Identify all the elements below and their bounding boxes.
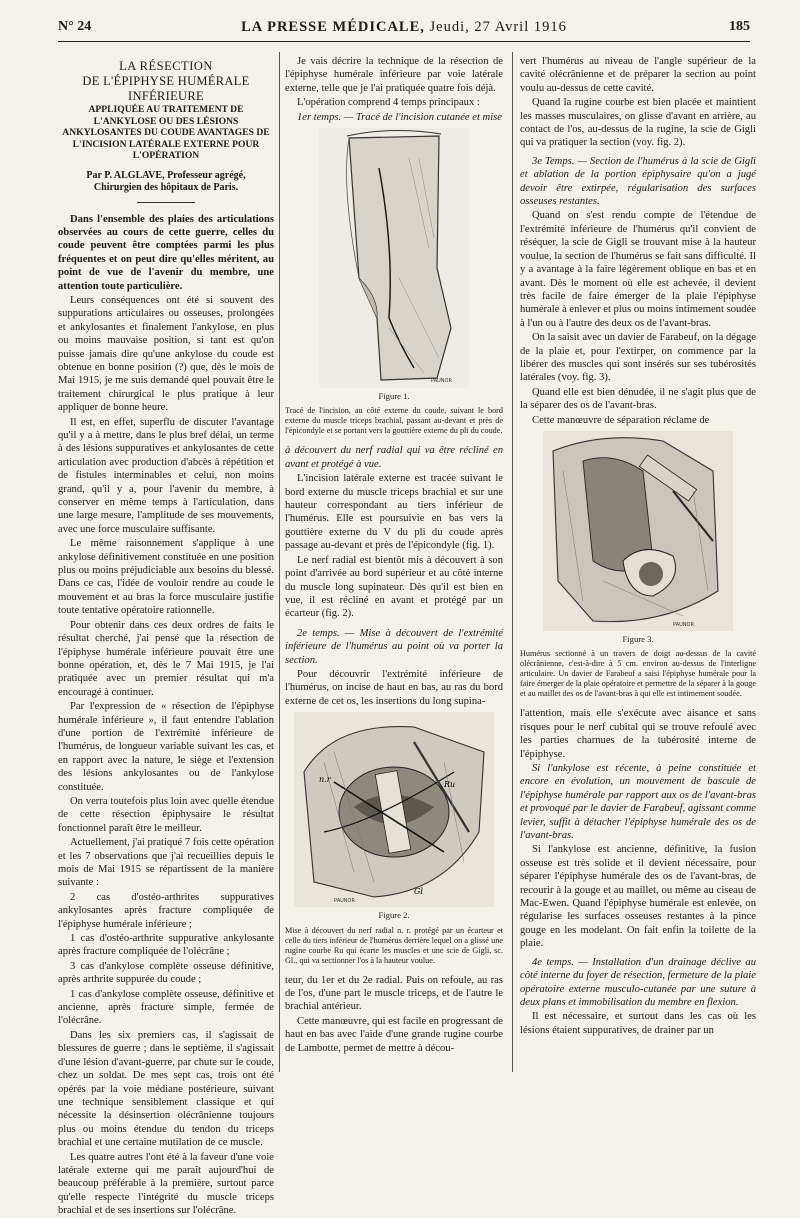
paragraph: Leurs conséquences ont été si souvent des suppurations articulaires ou osseuses, prolongées et ankylosantes et finalement l'ankylose, en plus ou moins mauvaise position, si tant est qu'on puisse jamais dire qu'une ankylose du coude est obtenue en bonne position (?) que, dès le mois de Mai 1915, je me suis demandé quel pouvait être le traitement chirurgical le plus pratique à leur appliquer de bonne heure.	[58, 294, 274, 414]
column-3	[520, 55, 756, 1075]
paragraph: Dans l'ensemble des plaies des articulations observées au cours de cette guerre, celles du coude peuvent être comptées parmi les plus fréquentes et on peut dire qu'elles méritent, au point de vue de l'avenir du membre, une attention toute particulière.	[58, 213, 274, 292]
title-line-1: LA RÉSECTION	[119, 59, 213, 73]
column-1-body	[58, 213, 274, 1218]
figure-1	[319, 128, 469, 388]
figure-2-caption: Mise à découvert du nerf radial n. r. protégé par un écarteur et celle du tiers inférieur de l'humérus derrière lequel on a glissé une rugine courbe Ru qui écarte les muscles et une scie de Gigli, sc. Gl., qui va sectionner l'os à la hauteur voulue.	[285, 925, 503, 965]
figure-1-caption: Tracé de l'incision, au côté externe du coude, suivant le bord externe du muscle triceps brachial, passant au-devant et près de l'épicondyle et se portant vers la gouttière externe du pli du coude.	[285, 406, 503, 436]
figure-2	[294, 712, 494, 907]
figure-2-illustration	[294, 712, 494, 907]
figure-1-label: Figure 1.	[378, 391, 410, 402]
author-name: Par P. ALGLAVE, Professeur agrégé,	[86, 169, 246, 181]
figure-3-illustration	[543, 431, 733, 631]
paragraph: Quand on s'est rendu compte de l'étendue de l'extrémité inférieure de l'humérus qu'il convient de réséquer, la scie de Gigli se trouvant mise à la hauteur voulue, la section de l'humérus se fait sans difficulté. Il y a avantage à la faire légèrement oblique en bas et en avant. Dès le moment où elle est achevée, il devient très facile de faire émerger de la plaie l'épiphyse humérale à enlever et plus ou moins intimement soudée à l'un ou à l'autre des deux os de l'avant-bras.	[520, 210, 756, 329]
figure-3	[543, 431, 733, 631]
label-ru: Ru	[444, 780, 456, 790]
author-role: Chirurgien des hôpitaux de Paris.	[93, 181, 239, 193]
paragraph: L'incision latérale externe est tracée suivant le bord externe du muscle triceps brachial et sur une hauteur correspondant au tiers inférieur de l'humérus. Elle est poursuivie en bas vers la gouttière externe du V du pli du coude après passage au-devant et près de l'épicondyle (fig. 1).	[285, 473, 503, 552]
figure-2-label: Figure 2.	[378, 910, 410, 921]
figure-3-caption: Humérus sectionné à un travers de doigt au-dessus de la cavité olécrânienne, c'est-à-dire à 5 cm. environ au-dessus de l'interligne articulaire. Un davier de Farabeuf a saisi l'épiphyse humérale pour la faire émerger de la plaie opératoire et permettre de la séparer à la gouge et au maillet des os de l'avant-bras à qui elle est intimement soudée.	[520, 649, 756, 699]
paragraph: On verra toutefois plus loin avec quelle étendue de cette résection épiphysaire le résultat fonctionnel paraît être le meilleur.	[58, 795, 274, 834]
paragraph: On la saisit avec un davier de Farabeuf, on la dégage de la plaie et, pour l'extirper, on commence par la libérer des muscles qui sont insérés sur ses tubérosités latérales (voy. fig. 3).	[520, 332, 756, 384]
page-header	[58, 19, 750, 42]
paragraph: Cette manœuvre, qui est facile en progressant de haut en bas avec l'aide d'une grande rugine courbe de Lambotte, permet de mettre à décou-	[285, 1015, 503, 1054]
paragraph: Quand la rugine courbe est bien placée et maintient les masses musculaires, on glisse d'avant en arrière, au contact de l'os, au-dessus de la rugine, la scie de Gigli qui va pratiquer la section (voy. fig. 2).	[520, 97, 756, 149]
column-1	[58, 55, 274, 1217]
paragraph: Actuellement, j'ai pratiqué 7 fois cette opération et les 7 observations que j'ai recueillies depuis le mois de Mai 1915 se répartissent de la manière suivante :	[58, 837, 274, 889]
column-2	[285, 55, 503, 1075]
paragraph: 1 cas d'ostéo-arthrite suppurative ankylosante après fracture compliquée de l'olécrâne ;	[58, 933, 274, 958]
author-byline	[58, 170, 274, 194]
paragraph: Je vais décrire la technique de la résection de l'épiphyse humérale inférieure par voie latérale externe, telle que je l'ai pratiquée quatre fois déjà.	[285, 56, 503, 94]
issue-date: Jeudi, 27 Avril 1916	[424, 19, 567, 35]
step-heading: 1er temps. — Tracé de l'incision cutanée et mise	[297, 111, 502, 123]
figure-3-label: Figure 3.	[622, 633, 654, 644]
figure-signature: PAUNOR	[431, 378, 452, 385]
figure-signature: PAUNOR	[334, 898, 355, 905]
title-line-2: DE L'ÉPIPHYSE HUMÉRALE INFÉRIEURE	[82, 74, 250, 103]
article-title	[58, 59, 274, 162]
paragraph: Si l'ankylose est récente, à peine constituée et encore en évolution, un mouvement de bascule de l'épiphyse humérale par rapport aux os de l'avant-bras et provoqué par le davier de Farabeuf, agissant comme levier, suffit à détacher l'épiphyse humérale des os de l'avant-bras.	[520, 763, 756, 842]
paragraph: Dans les six premiers cas, il s'agissait de blessures de guerre ; dans le septième, il s'agissait d'une lésion d'avant-guerre, par chute sur le coude, chez un soldat. De mes sept cas, trois ont été opérés par la voie médiane postérieure, suivant une technique sensiblement classique et qui nécessite la désinsertion olécrânienne toujours plus ou moins étendue du tendon du triceps brachial et une certaine mutilation de ce muscle.	[58, 1029, 274, 1149]
paragraph: 3 cas d'ankylose complète osseuse définitive, après arthrite suppurée du coude ;	[58, 960, 274, 986]
paragraph: Le même raisonnement s'applique à une ankylose définitivement constituée en une position plus ou moins préjudiciable aux besoins du blessé. Dans ce cas, l'idée de vouloir rendre au coude le mouvement et au bras la force musculaire justifie toute tentative opératoire rationnelle.	[58, 538, 274, 617]
paragraph: teur, du 1er et du 2e radial. Puis on refoule, au ras de l'os, d'une part le muscle triceps, et de l'autre le brachial antérieur.	[285, 974, 503, 1013]
journal-name: LA PRESSE MÉDICALE,	[241, 19, 425, 35]
paragraph: Pour découvrir l'extrémité inférieure de l'humérus, on incise de haut en bas, au ras du bord externe de cet os, les insertions du long supina-	[285, 668, 503, 707]
figure-signature: PAUNOR	[673, 621, 694, 628]
column-divider	[279, 52, 280, 1072]
paragraph: vert l'humérus au niveau de l'angle supérieur de la cavité olécrânienne et de préparer la section au point voulu au-dessus de cette cavité.	[520, 56, 756, 94]
paragraph: 1 cas d'ankylose complète osseuse, définitive et ancienne, après fracture simple, fermée de l'olécrâne.	[58, 988, 274, 1027]
journal-title	[58, 19, 750, 36]
paragraph: Le nerf radial est bientôt mis à découvert à son point d'arrivée au bord supérieur et au côté interne du muscle long supinateur. Dès qu'il est bien en vue, il est récliné en avant et protégé par un écarteur (fig. 2).	[285, 554, 503, 620]
page-number: 185	[729, 19, 750, 34]
paragraph: Pour obtenir dans ces deux ordres de faits le résultat cherché, j'ai pensé que la résection de l'épiphyse humérale inférieure pouvait être une bonne opération, et, dès le 7 Mai 1915, je l'ai pratiquée avec un premier résultat qui m'a encouragé à continuer.	[58, 619, 274, 698]
step-heading: 2e temps. — Mise à découvert de l'extrémité inférieure de l'humérus au point où va porter la section.	[285, 627, 503, 666]
label-nr: n.r	[319, 775, 331, 785]
step-heading: 3e Temps. — Section de l'humérus à la scie de Gigli et ablation de la portion épiphysaire qu'on a jugé devoir être extirpée, régularisation des surfaces osseuses restantes.	[520, 155, 756, 208]
paragraph: Les quatre autres l'ont été à la faveur d'une voie latérale externe qui me paraît aujourd'hui de beaucoup préférable à la première, surtout parce qu'elle respecte l'intégrité du muscle triceps brachial et de ses insertions sur l'olécrâne.	[58, 1151, 274, 1217]
paragraph: Il est nécessaire, et surtout dans les cas où les lésions étaient suppuratives, de drainer par un	[520, 1011, 756, 1036]
issue-number: N° 24	[58, 19, 92, 34]
paragraph: à découvert du nerf radial qui va être récliné en avant et protégé à vue.	[285, 445, 503, 470]
paragraph: 2 cas d'ostéo-arthrites suppuratives ankylosantes après fracture compliquée de l'épiphyse humérale inférieure ;	[58, 891, 274, 930]
paragraph: l'attention, mais elle s'exécute avec aisance et sans risques pour le nerf cubital qui se trouve refoulé avec les parties charnues de la tubérosité interne de l'épiphyse.	[520, 708, 756, 760]
article-subtitle: APPLIQUÉE AU TRAITEMENT DE L'ANKYLOSE OU DES LÉSIONS ANKYLOSANTES DU COUDE AVANTAGES DE L'INCISION LATÉRALE EXTERNE POUR L'OPÉRATION	[62, 104, 270, 161]
paragraph: Il est, en effet, superflu de discuter l'avantage qu'il y a à mettre, dans le plus bref délai, un terme à des lésions suppuratives et ankylosantes de cette articulation avec production d'abcès à répétition et de fistules interminables et celui, non moins grand, qu'il y a, pour l'avenir du membre, à conserver en même temps à l'articulation, dans une large mesure, l'amplitude de ses mouvements, avec une force musculaire suffisante.	[58, 416, 274, 535]
figure-1-illustration	[319, 128, 469, 388]
title-rule	[137, 202, 195, 203]
paragraph: L'opération comprend 4 temps principaux :	[297, 97, 480, 109]
column-divider	[512, 52, 513, 1072]
paragraph: Si l'ankylose est ancienne, définitive, la fusion osseuse est très solide et il devient nécessaire, pour séparer l'épiphyse humérale des os de l'avant-bras, de recourir à la gouge et au maillet, ou même au ciseau de Mac-Ewen. Quand l'épiphyse humérale est enlevée, on régularise les surfaces osseuses restantes à la pince gouge en les modelant. On fait enfin la toilette de la plaie.	[520, 844, 756, 950]
label-gl: Gl	[414, 887, 423, 897]
paragraph: Par l'expression de « résection de l'épiphyse humérale inférieure », il faut entendre l'ablation d'une portion de l'extrémité inférieure de l'humérus, de longueur variable suivant les cas, et en rapport avec la nature, le siège et l'extension des lésions ankylosantes ou de l'ankylose constituée.	[58, 701, 274, 793]
paragraph: Cette manœuvre de séparation réclame de	[532, 414, 710, 426]
paragraph: Quand elle est bien dénudée, il ne s'agit plus que de la séparer des os de l'avant-bras.	[520, 386, 756, 412]
step-heading: 4e temps. — Installation d'un drainage déclive au côté interne du foyer de résection, fermeture de la plaie opératoire externe musculo-cutanée par une suture à deux plans et immobilisation du membre en flexion.	[520, 956, 756, 1008]
